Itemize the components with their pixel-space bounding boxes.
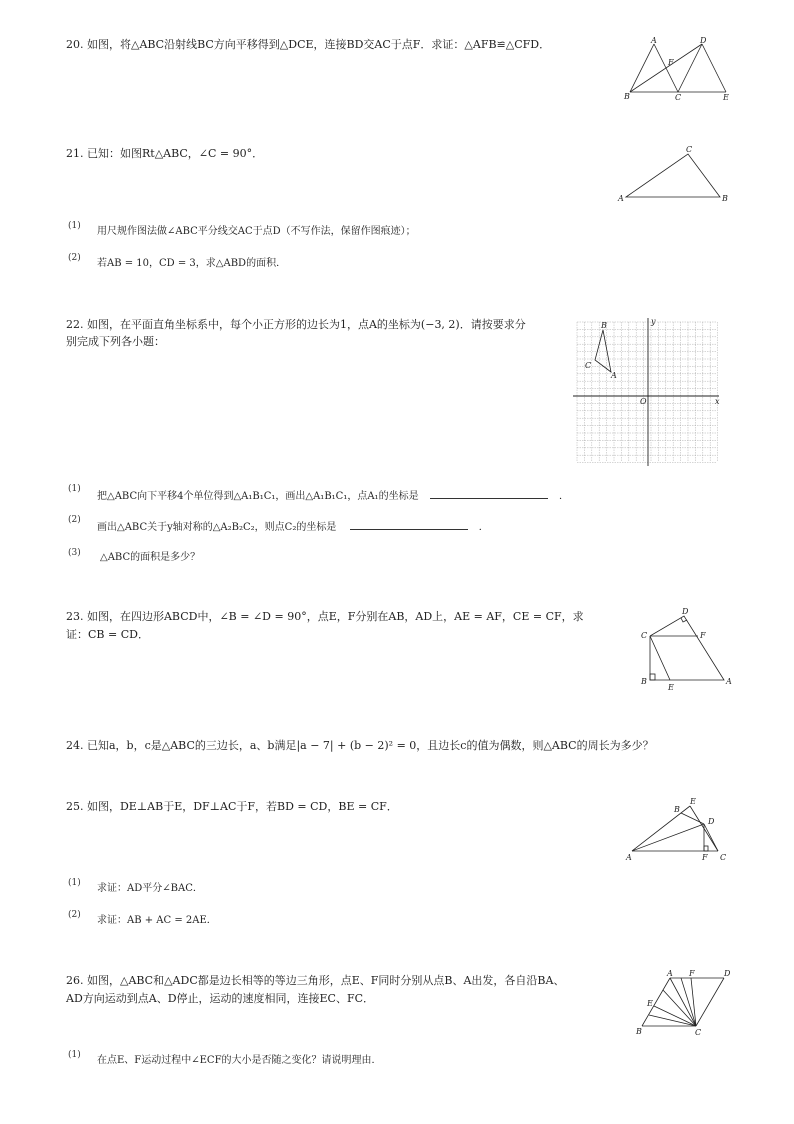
- q21-part2-number: (2): [68, 253, 81, 263]
- q22-line2: 别完成下列各小题：: [66, 335, 165, 348]
- q25-label-e: E: [690, 797, 696, 806]
- q21-text: 21. 已知：如图Rt△ABC，∠C = 90°．: [66, 147, 264, 160]
- q23-label-b: B: [641, 677, 647, 686]
- q21-figure: [616, 146, 734, 206]
- q20-figure: [624, 38, 734, 100]
- q21-label-b: B: [722, 194, 728, 203]
- q22-label-b: B: [601, 321, 607, 330]
- q22-line1: 22. 如图，在平面直角坐标系中，每个小正方形的边长为1，点A的坐标为(−3, 2)．请按要求分: [66, 318, 526, 331]
- q21-part2-text: 若AB = 10，CD = 3，求△ABD的面积．: [97, 258, 287, 269]
- q26-figure: [636, 970, 734, 1036]
- q21-label-c: C: [686, 145, 693, 154]
- q21-part1-text: 用尺规作图法做∠ABC平分线交AC于点D（不写作法，保留作图痕迹）；: [97, 226, 416, 237]
- q26-part1-text: 在点E、F运动过程中∠ECF的大小是否随之变化？请说明理由．: [97, 1055, 382, 1066]
- q23-label-a: A: [726, 677, 732, 686]
- q25-label-c: C: [720, 853, 727, 862]
- q23-label-c: C: [641, 631, 648, 640]
- q22-label-c: C: [585, 361, 592, 370]
- q20-text: 20. 如图，将△ABC沿射线BC方向平移得到△DCE，连接BD交AC于点F．求证：△AFB≌△CFD．: [66, 38, 551, 51]
- q26-label-c: C: [695, 1028, 702, 1037]
- q25-text: 25. 如图，DE⊥AB于E，DF⊥AC于F，若BD = CD，BE = CF．: [66, 800, 398, 813]
- q20-label-a: A: [651, 36, 657, 45]
- q22-part1-number: (1): [68, 484, 81, 494]
- q23-figure: [638, 606, 734, 690]
- q25-part1-number: (1): [68, 878, 81, 888]
- q22-label-a: A: [611, 371, 617, 380]
- q22-part2-answer-blank[interactable]: [350, 519, 468, 530]
- q20-label-e: E: [723, 93, 729, 102]
- q22-part1-text: 把△ABC向下平移4个单位得到△A₁B₁C₁，画出△A₁B₁C₁，点A₁的坐标是: [97, 491, 419, 502]
- q25-figure: [624, 796, 734, 864]
- q21-part1-number: (1): [68, 221, 81, 231]
- q26-line2: AD方向运动到点A、D停止，运动的速度相同，连接EC、FC．: [66, 992, 375, 1005]
- q25-part2-number: (2): [68, 910, 81, 920]
- q22-part1-answer-blank[interactable]: [430, 488, 548, 499]
- q25-part2-text: 求证：AB + AC = 2AE．: [97, 915, 217, 926]
- q23-line1: 23. 如图，在四边形ABCD中，∠B = ∠D = 90°，点E，F分别在AB，AD上，AE = AF，CE = CF，求: [66, 610, 584, 623]
- q25-label-d: D: [708, 817, 715, 826]
- q26-label-a: A: [667, 969, 673, 978]
- q25-label-f: F: [702, 853, 708, 862]
- q22-label-o: O: [640, 397, 647, 406]
- q21-label-a: A: [618, 194, 624, 203]
- q22-part2-line: [97, 519, 489, 535]
- q20-label-b: B: [624, 92, 630, 101]
- q26-label-d: D: [724, 969, 731, 978]
- q22-part3-text: △ABC的面积是多少？: [100, 552, 201, 563]
- q25-part1-text: 求证：AD平分∠BAC．: [97, 883, 203, 894]
- q22-coordinate-grid: [573, 318, 723, 468]
- q24-text: 24. 已知a，b，c是△ABC的三边长，a、b满足|a − 7| + (b − 2)² = 0，且边长c的值为偶数，则△ABC的周长为多少？: [66, 739, 654, 752]
- q23-line2: 证：CB = CD．: [66, 628, 149, 641]
- q22-part1-period: ．: [558, 491, 569, 502]
- q26-label-b: B: [636, 1027, 642, 1036]
- q22-part1-line: [97, 488, 569, 504]
- q22-label-y: y: [651, 317, 656, 326]
- q22-part3-number: (3): [68, 548, 81, 558]
- q25-label-a: A: [626, 853, 632, 862]
- q22-part2-number: (2): [68, 515, 81, 525]
- q25-label-b: B: [674, 805, 680, 814]
- q20-label-f: F: [668, 58, 674, 67]
- q26-part1-number: (1): [68, 1050, 81, 1060]
- q22-part2-period: ．: [478, 522, 489, 533]
- q26-label-f: F: [689, 969, 695, 978]
- q23-label-f: F: [700, 631, 706, 640]
- q22-label-x: x: [715, 397, 720, 406]
- q20-label-c: C: [675, 93, 682, 102]
- q23-label-d: D: [682, 607, 689, 616]
- q22-part2-text: 画出△ABC关于y轴对称的△A₂B₂C₂，则点C₂的坐标是: [97, 522, 337, 533]
- q26-line1: 26. 如图，△ABC和△ADC都是边长相等的等边三角形，点E、F同时分别从点B、A出发，各自沿BA、: [66, 974, 565, 987]
- q20-label-d: D: [700, 36, 707, 45]
- q23-label-e: E: [668, 683, 674, 692]
- q26-label-e: E: [647, 999, 653, 1008]
